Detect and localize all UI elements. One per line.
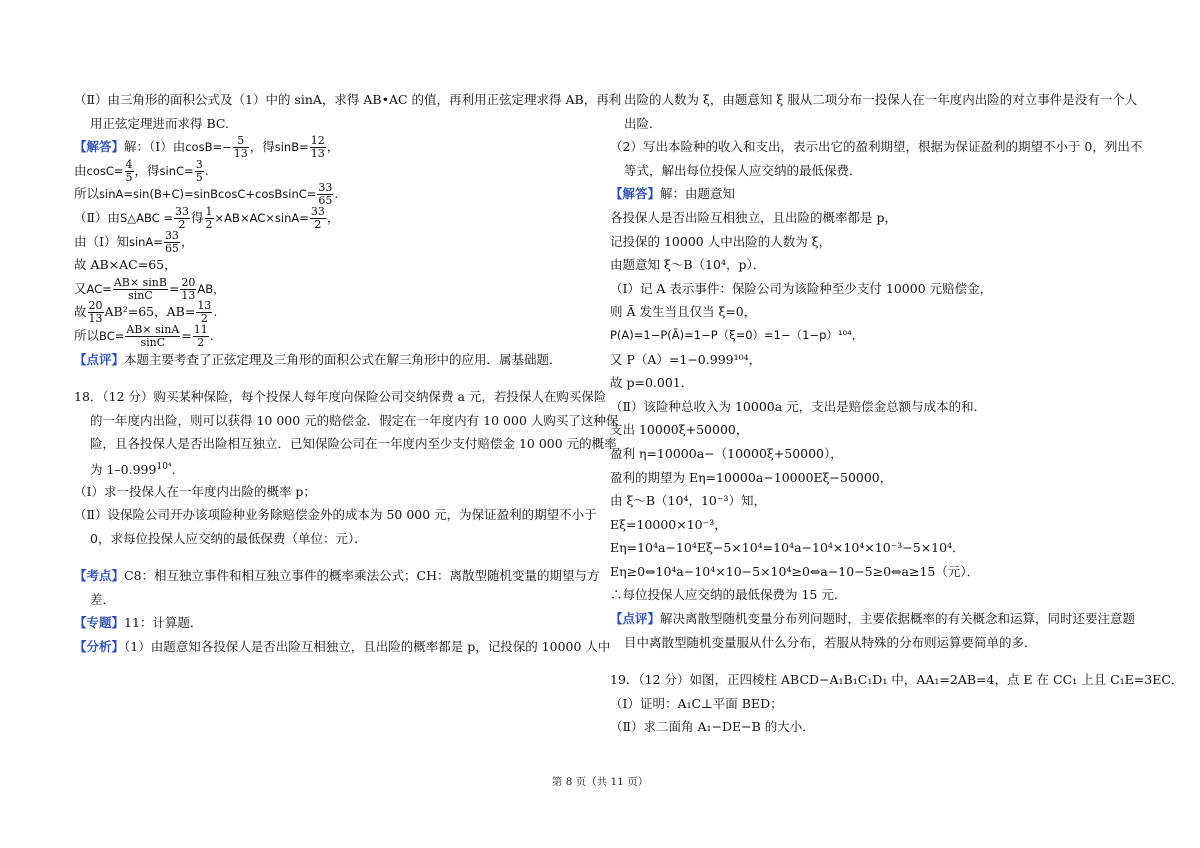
question-18-line: 为 $1-0.999^{10^4}$. bbox=[90, 461, 176, 478]
text: ，得 bbox=[249, 139, 275, 155]
solution-line: ∴每位投保人应交纳的最低保费为 15 元． bbox=[610, 587, 847, 603]
solution-line: Eη≥0⇔10⁴a−10⁴×10−5×10⁴≥0⇔a−10−5≥0⇔a≥15（元）． bbox=[610, 563, 980, 579]
review-line: 【点评】解决离散型随机变量分布列问题时，主要依据概率的有关概念和运算，同时还要注意题 bbox=[610, 611, 1136, 627]
solution-line: 则 Ā 发生当且仅当 ξ=0， bbox=[610, 304, 757, 320]
formula-line: 所以BC= $\frac{AB\times \sin A}{\sin C}$ = $\frac{11}{2}$ . bbox=[74, 322, 214, 349]
question-19-line: 19．（12 分）如图，正四棱柱 ABCD−A₁B₁C₁D₁ 中，AA₁=2AB=4，点 E 在 CC₁ 上且 C₁E=3EC． bbox=[610, 672, 1184, 688]
fraction: $\frac{20}{13}$ bbox=[181, 275, 196, 302]
text-line: 用正弦定理进而求得 BC. bbox=[90, 115, 229, 131]
knowledge-point-line: 【考点】C8：相互独立事件和相互独立事件的概率乘法公式；CH：离散型随机变量的期望与方 bbox=[74, 568, 600, 584]
text-line: 故 AB×AC=65， bbox=[74, 257, 177, 273]
solution-line: 又 P（A）=1−0.999¹⁰⁴， bbox=[610, 351, 762, 367]
solution-line: 支出 10000ξ+50000， bbox=[610, 422, 749, 438]
analysis-line: 出险的人数为 ξ，由题意知 ξ 服从二项分布一投保人在一年度内出险的对立事件是没有一个人 bbox=[624, 92, 1138, 107]
fraction: $\frac{4}{5}$ bbox=[125, 157, 133, 184]
text-line: （Ⅱ）由三角形的面积公式及（1）中的 sinA，求得 AB•AC 的值，再利用正弦定理求得 AB，再利 bbox=[74, 92, 622, 107]
fraction: $\frac{20}{13}$ bbox=[88, 299, 103, 326]
analysis-line: 【分析】（1）由题意知各投保人是否出险互相独立，且出险的概率都是 p，记投保的 10000 人中 bbox=[74, 639, 611, 655]
text: ， bbox=[326, 139, 340, 155]
fraction: $\frac{33}{65}$ bbox=[318, 181, 333, 208]
question-19-line: （Ⅱ）求二面角 A₁−DE−B 的大小． bbox=[610, 719, 815, 735]
solution-line: 盈利 η=10000a−（10000ξ+50000）， bbox=[610, 445, 843, 461]
solution-line: 【解答】解：由题意知 bbox=[610, 186, 736, 202]
solution-line: 各投保人是否出险互相独立，且出险的概率都是 p， bbox=[610, 209, 897, 225]
fraction: $\frac{5}{13}$ bbox=[233, 134, 248, 161]
solution-line: 由 ξ～B（10⁴，10⁻³）知， bbox=[610, 493, 766, 509]
fraction: $\frac{AB\times \sin B}{\sin C}$ bbox=[113, 275, 167, 302]
formula-line: 故 $\frac{20}{13}$ AB²=65，AB= $\frac{13}{2}$ . bbox=[74, 299, 218, 326]
solution-line bbox=[74, 135, 594, 159]
solution-line: （Ⅱ）该险种总收入为 10000a 元，支出是赔偿金总额与成本的和． bbox=[610, 398, 987, 414]
topic-tag: 【专题】 bbox=[74, 615, 125, 631]
analysis-line: 等式，解出每位投保人应交纳的最低保费． bbox=[624, 162, 862, 178]
analysis-line: （2）写出本险种的收入和支出，表示出它的盈利期望，根据为保证盈利的期望不小于 0，列出不 bbox=[610, 139, 1143, 155]
analysis-line: 出险． bbox=[624, 115, 662, 131]
question-18-line: 0，求每位投保人应交纳的最低保费（单位：元）． bbox=[90, 530, 367, 546]
knowledge-tag: 【考点】 bbox=[74, 568, 125, 584]
knowledge-point-line: 差． bbox=[90, 591, 116, 607]
formula-line: 由（Ⅰ）知sinA= $\frac{33}{65}$ ， bbox=[74, 228, 194, 255]
solution-line: 由题意知 ξ～B（10⁴，p）． bbox=[610, 257, 766, 273]
question-18-line: 18．（12 分）购买某种保险，每个投保人每年度向保险公司交纳保费 a 元，若投保人在购买保险 bbox=[74, 389, 607, 405]
analysis-tag: 【分析】 bbox=[74, 639, 125, 655]
topic-line: 【专题】11：计算题． bbox=[74, 615, 203, 631]
solution-line: 记投保的 10000 人中出险的人数为 ξ， bbox=[610, 233, 832, 249]
formula: sinB= bbox=[274, 140, 309, 155]
solution-tag: 【解答】 bbox=[610, 186, 661, 202]
fraction: $\frac{12}{13}$ bbox=[310, 134, 325, 161]
solution-line: Eξ=10000×10⁻³， bbox=[610, 516, 727, 532]
solution-tag: 【解答】 bbox=[74, 139, 125, 155]
fraction: $\frac{33}{2}$ bbox=[175, 204, 190, 231]
review-tag: 【点评】 bbox=[610, 611, 661, 627]
question-18-line: 险，且各投保人是否出险相互独立．已知保险公司在一年度内至少支付赔偿金 10 000 元的概率 bbox=[90, 436, 617, 452]
question-18-line: （Ⅱ）设保险公司开办该项险种业务除赔偿金外的成本为 50 000 元，为保证盈利的期望不小于 bbox=[74, 507, 597, 523]
fraction: $\frac{33}{65}$ bbox=[164, 228, 179, 255]
fraction: $\frac{11}{2}$ bbox=[193, 322, 208, 349]
formula: cosB=− bbox=[185, 140, 232, 155]
solution-line: 故 p=0.001． bbox=[610, 375, 694, 391]
formula-line: （Ⅱ）由S△ABC = $\frac{33}{2}$ 得 $\frac{1}{2}$ ×AB×AC×sinA= $\frac{33}{2}$ ， bbox=[74, 204, 340, 231]
review-line: 目中离散型随机变量服从什么分布，若服从特殊的分布则运算要简单的多． bbox=[624, 634, 1037, 650]
question-18-line: 的一年度内出险，则可以获得 10 000 元的赔偿金．假定在一年度内有 10 000 人购买了这种保 bbox=[90, 412, 619, 428]
solution-line: （Ⅰ）记 A 表示事件：保险公司为该险种至少支付 10000 元赔偿金， bbox=[610, 280, 993, 296]
fraction: $\frac{AB\times \sin A}{\sin C}$ bbox=[126, 322, 180, 349]
text: 解：（Ⅰ）由 bbox=[124, 139, 186, 155]
fraction: $\frac{1}{2}$ bbox=[205, 204, 213, 231]
solution-line: 盈利的期望为 Eη=10000a−10000Eξ−50000， bbox=[610, 469, 893, 485]
solution-line: Eη=10⁴a−10⁴Eξ−5×10⁴=10⁴a−10⁴×10⁴×10⁻³−5×10⁴． bbox=[610, 540, 965, 556]
formula-line: 所以sinA=sin(B+C)=sinBcosC+cosBsinC= $\frac{33}{65}$ . bbox=[74, 181, 339, 208]
review-tag: 【点评】 bbox=[74, 351, 125, 367]
fraction: $\frac{13}{2}$ bbox=[197, 299, 212, 326]
formula-line: 由cosC= $\frac{4}{5}$ ，得sinC= $\frac{3}{5}$ . bbox=[74, 157, 209, 184]
solution-line: P(A)=1−P(Ā)=1−P（ξ=0）=1−（1−p）¹⁰⁴， bbox=[610, 327, 864, 342]
left-column bbox=[74, 88, 622, 659]
right-column bbox=[610, 88, 1184, 739]
formula-line: 又AC= $\frac{AB\times \sin B}{\sin C}$ = $\frac{20}{13}$ AB， bbox=[74, 275, 225, 302]
review-line: 【点评】本题主要考查了正弦定理及三角形的面积公式在解三角形中的应用．属基础题． bbox=[74, 351, 562, 367]
page-footer: 第 8 页（共 11 页） bbox=[551, 776, 649, 788]
fraction: $\frac{33}{2}$ bbox=[310, 204, 325, 231]
fraction: $\frac{3}{5}$ bbox=[195, 157, 203, 184]
question-18-line: （Ⅰ）求一投保人在一年度内出险的概率 p； bbox=[74, 483, 316, 499]
question-19-line: （Ⅰ）证明：A₁C⊥平面 BED； bbox=[610, 695, 783, 711]
